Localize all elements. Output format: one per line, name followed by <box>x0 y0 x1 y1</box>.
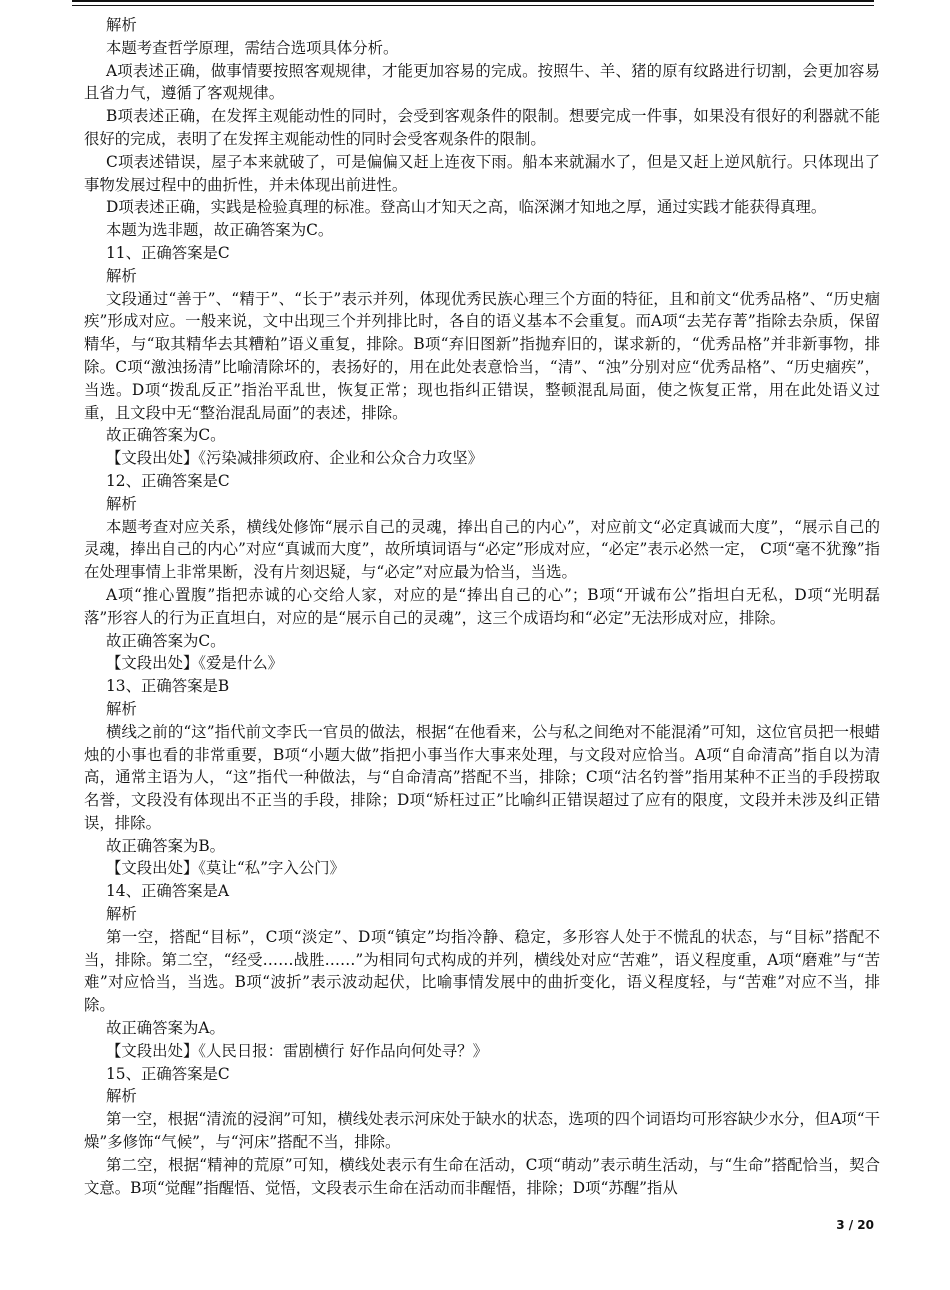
paragraph: 【文段出处】《爱是什么》 <box>106 654 283 673</box>
paragraph: 11、正确答案是C <box>106 243 230 262</box>
paragraph: 故正确答案为C。 <box>106 426 226 445</box>
paragraph: C项表述错误，屋子本来就破了，可是偏偏又赶上连夜下雨。船本来就漏水了，但是又赶上逆风航行。只体现出了事物发展过程中的曲折性，并未体现出前进性。 <box>84 152 880 194</box>
paragraph: 解析 <box>106 905 137 924</box>
paragraph: 【文段出处】《污染减排须政府、企业和公众合力攻坚》 <box>106 449 484 468</box>
paragraph: 故正确答案为A。 <box>106 1019 225 1038</box>
paragraph: A项表述正确，做事情要按照客观规律，才能更加容易的完成。按照牛、羊、猪的原有纹路进行切割，会更加容易且省力气，遵循了客观规律。 <box>84 61 880 103</box>
paragraph: 12、正确答案是C <box>106 471 230 490</box>
header-rule <box>72 0 874 6</box>
page-number: 3 / 20 <box>836 1218 874 1232</box>
paragraph: 【文段出处】《莫让“私”字入公门》 <box>106 859 345 878</box>
paragraph: 第一空，根据“清流的浸润”可知，横线处表示河床处于缺水的状态，选项的四个词语均可形容缺少水分，但A项“干燥”多修饰“气候”，与“河床”搭配不当，排除。 <box>84 1110 880 1152</box>
paragraph: 【文段出处】《人民日报：雷剧横行 好作品向何处寻？》 <box>106 1041 488 1060</box>
paragraph: 解析 <box>106 266 137 285</box>
paragraph: 本题为选非题，故正确答案为C。 <box>106 221 334 240</box>
paragraph: 故正确答案为B。 <box>106 836 226 855</box>
paragraph: B项表述正确，在发挥主观能动性的同时，会受到客观条件的限制。想要完成一件事，如果没有很好的利器就不能很好的完成，表明了在发挥主观能动性的同时会受客观条件的限制。 <box>84 107 880 148</box>
answer-explanations <box>84 14 880 1199</box>
paragraph: 文段通过“善于”、“精于”、“长于”表示并列，体现优秀民族心理三个方面的特征，且和前文“优秀品格”、“历史痼疾”形成对应。一般来说，文中出现三个并列排比时，各自的语义基本不会重复。而A项“去芜存菁”指除去杂质，保留精华，与“取其精华去其糟粕”语义重复，排除。B项“弃旧图新”指抛弃旧的，谋求新的，“优秀品格”并非新事物，排除。C项“激浊扬清”比喻清除坏的，表扬好的，用在此处表意恰当，“清”、“浊”分别对应“优秀品格”、“历史痼疾”，当选。D项“拨乱反正”指治平乱世，恢复正常；现也指纠正错误，整顿混乱局面，使之恢复正常，用在此处语义过重，且文段中无“整治混乱局面”的表述，排除。 <box>84 289 880 422</box>
paragraph: 14、正确答案是A <box>106 882 230 901</box>
paragraph: 解析 <box>106 494 137 513</box>
paragraph: 故正确答案为C。 <box>106 631 226 650</box>
paragraph: 13、正确答案是B <box>106 677 230 696</box>
paragraph: D项表述正确，实践是检验真理的标准。登高山才知天之高，临深渊才知地之厚，通过实践才能获得真理。 <box>106 198 827 217</box>
paragraph: 解析 <box>106 699 137 718</box>
paragraph: 解析 <box>106 16 137 34</box>
paragraph: A项“推心置腹”指把赤诚的心交给人家，对应的是“捧出自己的心”；B项“开诚布公”指坦白无私，D项“光明磊落”形容人的行为正直坦白，对应的是“展示自己的灵魂”，这三个成语均和“必定”无法形成对应，排除。 <box>84 585 880 627</box>
paragraph: 15、正确答案是C <box>106 1064 230 1083</box>
paragraph: 本题考查哲学原理，需结合选项具体分析。 <box>106 38 399 57</box>
paragraph: 横线之前的“这”指代前文李氏一官员的做法，根据“在他看来，公与私之间绝对不能混淆”可知，这位官员把一根蜡烛的小事也看的非常重要，B项“小题大做”指把小事当作大事来处理，与文段对应恰当。A项“自命清高”指自以为清高，通常主语为人，“这”指代一种做法，与“自命清高”搭配不当，排除；C项“沽名钓誉”指用某种不正当的手段捞取名誉，文段没有体现出不正当的手段，排除；D项“矫枉过正”比喻纠正错误超过了应有的限度，文段并未涉及纠正错误，排除。 <box>84 722 880 832</box>
paragraph: 第二空，根据“精神的荒原”可知，横线处表示有生命在活动，C项“萌动”表示萌生活动，与“生命”搭配恰当，契合文意。B项“觉醒”指醒悟、觉悟，文段表示生命在活动而非醒悟，排除；D项“苏醒”指从 <box>84 1155 880 1197</box>
paragraph: 解析 <box>106 1087 137 1106</box>
paragraph: 第一空，搭配“目标”，C项“淡定”、D项“镇定”均指冷静、稳定，多形容人处于不慌乱的状态，与“目标”搭配不当，排除。第二空，“经受……战胜……”为相同句式构成的并列，横线处对应“苦难”，语义程度重，A项“磨难”与“苦难”对应恰当，当选。B项“波折”表示波动起伏，比喻事情发展中的曲折变化，语义程度轻，与“苦难”对应不当，排除。 <box>84 927 880 1015</box>
paragraph: 本题考查对应关系，横线处修饰“展示自己的灵魂，捧出自己的内心”，对应前文“必定真诚而大度”，“展示自己的灵魂，捧出自己的内心”对应“真诚而大度”，故所填词语与“必定”形成对应，“必定”表示必然一定， C项“毫不犹豫”指在处理事情上非常果断，没有片刻迟疑，与“必定”对应最为恰当，当选。 <box>84 517 880 582</box>
